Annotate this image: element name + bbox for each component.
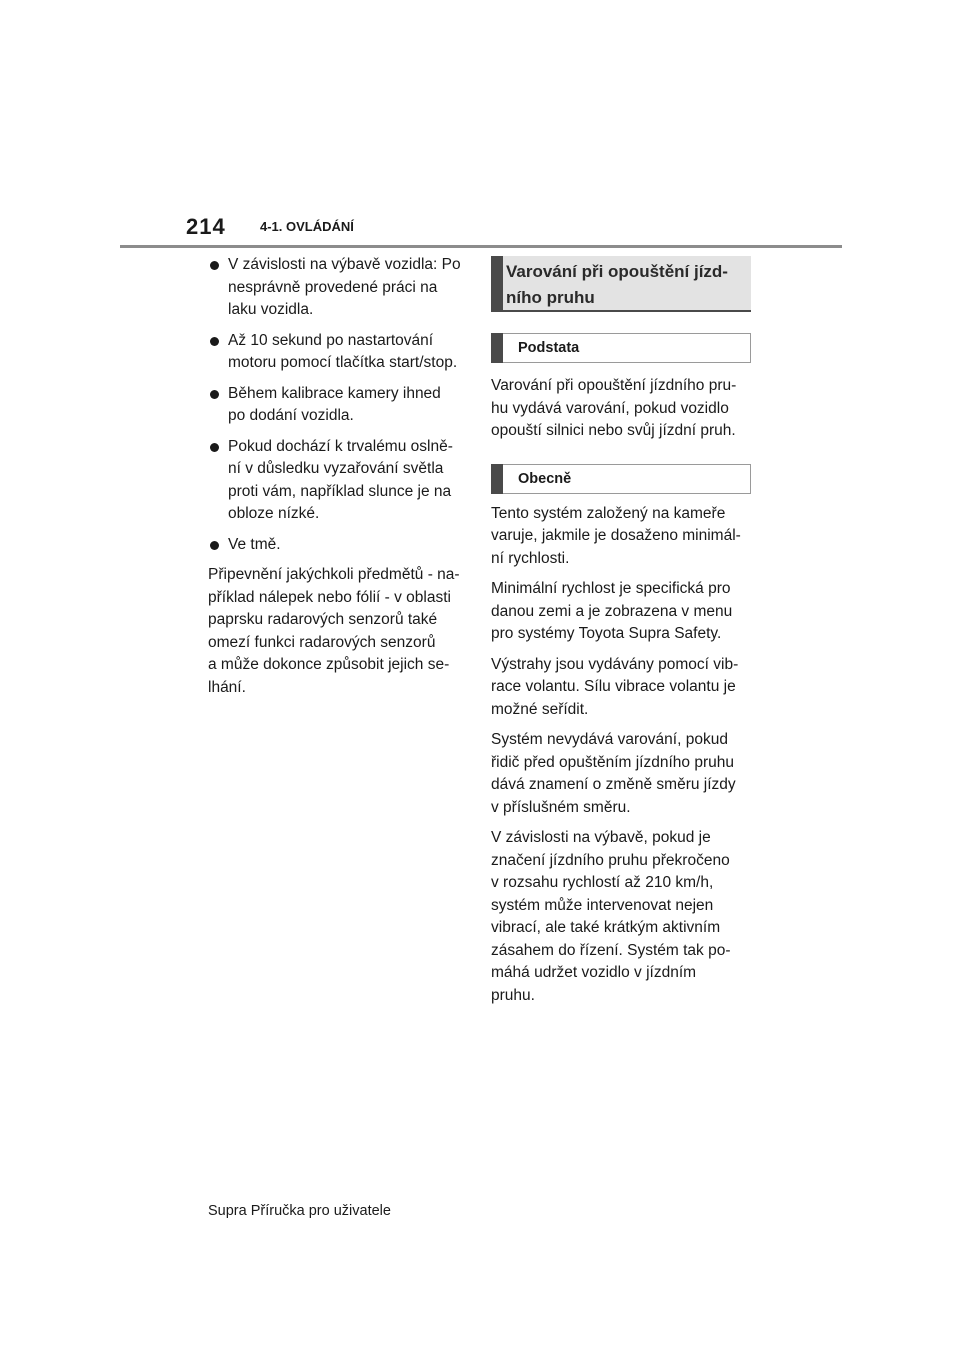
subheading-podstata [491, 333, 751, 363]
obecne-paragraph: V závislosti na výbavě, pokud je značení jízdního pruhu překročeno v rozsahu rychlostí až 210 km/h, systém může intervenovat nejen vibrací, ale také krátkým aktivním zásahem do řízení. Systém tak po- máhá udržet vozidlo v jízdním pruhu. [491, 829, 731, 1004]
section-label: 4-1. OVLÁDÁNÍ [260, 219, 354, 234]
subheading-text: Obecně [518, 470, 572, 487]
left-column [208, 254, 470, 707]
bullet-item [208, 330, 470, 375]
obecne-paragraph: Výstrahy jsou vydávány pomocí vib- race volantu. Sílu vibrace volantu je možné seřídit. [491, 655, 739, 718]
obecne-paragraph: Systém nevydává varování, pokud řidič před opuštěním jízdního pruhu dává znamení o změně směru jízdy v příslušném směru. [491, 731, 736, 816]
bullet-dot-icon [210, 443, 219, 452]
header-rule [120, 245, 842, 248]
bullet-list [208, 254, 470, 556]
bullet-text: Pokud dochází k trvalému oslně- ní v důsledku vyzařování světla proti vám, například slunce je na obloze nízké. [228, 437, 453, 522]
obecne-body [491, 503, 751, 1008]
section-heading-text: Varování při opouštění jízd- ního pruhu [506, 262, 728, 307]
subheading-bar [491, 333, 503, 363]
bullet-item [208, 436, 470, 526]
podstata-paragraph: Varování při opouštění jízdního pru- hu vydává varování, pokud vozidlo opouští silnici nebo svůj jízdní pruh. [491, 377, 737, 439]
bullet-text: Až 10 sekund po nastartování motoru pomocí tlačítka start/stop. [228, 331, 458, 371]
subheading-bar [491, 464, 503, 494]
obecne-paragraph: Minimální rychlost je specifická pro danou zemi a je zobrazena v menu pro systémy Toyota Supra Safety. [491, 580, 733, 642]
bullet-item [208, 534, 470, 557]
right-column [491, 256, 751, 1015]
obecne-paragraph: Tento systém založený na kameře varuje, jakmile je dosaženo minimál- ní rychlosti. [491, 504, 741, 567]
section-heading [491, 256, 751, 312]
subheading-obecne [491, 464, 751, 494]
bullet-text: Ve tmě. [228, 535, 281, 553]
subheading-text: Podstata [518, 340, 580, 356]
bullet-dot-icon [210, 390, 219, 399]
bullet-item [208, 383, 470, 428]
bullet-dot-icon [210, 541, 219, 550]
left-paragraph: Připevnění jakýchkoli předmětů - na- příklad nálepek nebo fólií - v oblasti paprsku radarových senzorů také omezí funkci radarových senzorů a může dokonce způsobit jejich se- lhání. [208, 566, 460, 696]
page-number: 214 [186, 214, 226, 239]
bullet-text: V závislosti na výbavě vozidla: Po nesprávně provedené práci na laku vozidla. [228, 256, 461, 318]
bullet-item [208, 254, 470, 322]
bullet-dot-icon [210, 337, 219, 346]
heading-bar [491, 256, 503, 312]
bullet-text: Během kalibrace kamery ihned po dodání vozidla. [228, 384, 441, 424]
page-footer: Supra Příručka pro uživatele [208, 1203, 391, 1219]
bullet-dot-icon [210, 261, 219, 270]
